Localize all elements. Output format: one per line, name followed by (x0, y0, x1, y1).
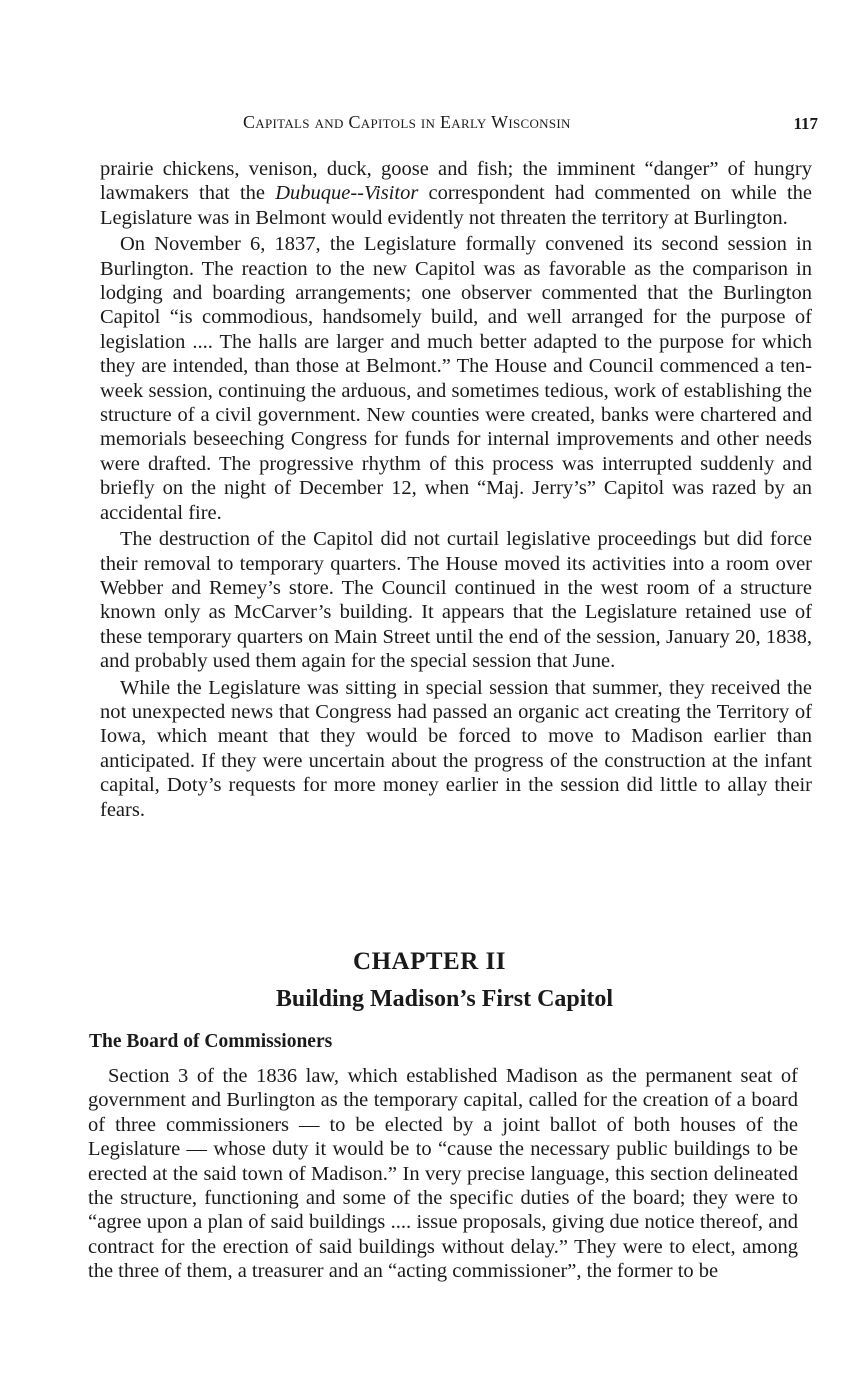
chapter-label: CHAPTER II (353, 948, 506, 975)
paragraph-3: The destruction of the Capitol did not curtail legislative proceedings but did force their removal to temporary quarters. The House moved its activities into a room over Webber and Remey’s store. The Council continued in the west room of a structure known only as McCarver’s building. It appears that the Legislature retained use of these temporary quarters on Main Street until the end of the session, January 20, 1838, and probably used them again for the special session that June. (100, 528, 812, 673)
paragraph-1-start: prairie chickens, venison, duck, goose and fish; the imminent “danger” of hungry lawmakers that the (100, 158, 812, 205)
page-number: 117 (793, 114, 818, 133)
chapter-title: Building Madison’s First Capitol (275, 986, 614, 1012)
section-body (88, 1064, 798, 1284)
section-paragraph-1: Section 3 of the 1836 law, which established Madison as the permanent seat of government and Burlington as the temporary capital, called for the creation of a board of three commissioners — to be elected by a joint ballot of both houses of the Legislature — whose duty it would be to “cause the necessary public buildings to be erected at the said town of Madison.” In very precise language, this section delineated the structure, functioning and some of the specific duties of the board; they were to “agree upon a plan of said buildings .... issue proposals, giving due notice thereof, and contract for the erection of said buildings without delay.” They were to elect, among the three of them, a treasurer and an “acting commissioner”, the former to be (88, 1065, 798, 1283)
running-header (100, 112, 818, 140)
body-text (100, 157, 812, 824)
paragraph-1-end: correspondent had commented on while the Legislature was in Belmont would evidently not threaten the territory at Burlington. (100, 182, 812, 229)
newspaper-title: Dubuque--Visitor (275, 182, 419, 205)
paragraph-4: While the Legislature was sitting in special session that summer, they received the not unexpected news that Congress had passed an organic act creating the Territory of Iowa, which meant that they would be forced to move to Madison earlier than anticipated. If they were uncertain about the progress of the construction at the infant capital, Doty’s requests for more money earlier in the session did little to allay their fears. (100, 676, 812, 821)
section-heading: The Board of Commissioners (89, 1031, 333, 1052)
paragraph-1 (100, 157, 812, 230)
paragraph-2: On November 6, 1837, the Legislature formally convened its second session in Burlington. The reaction to the new Capitol was as favorable as the comparison in lodging and boarding arrangements; one observer commented that the Burlington Capitol “is commodious, handsomely build, and well arranged for the purpose of legislation .... The halls are larger and much better adapted to the purpose for which they are intended, than those at Belmont.” The House and Council commenced a ten-week session, continuing the arduous, and sometimes tedious, work of establishing the structure of a civil government. New counties were created, banks were chartered and memorials beseeching Congress for funds for internal improvements and other needs were drafted. The progressive rhythm of this process was interrupted suddenly and briefly on the night of December 12, when “Maj. Jerry’s” Capitol was razed by an accidental fire. (100, 233, 812, 524)
running-title: Capitals and Capitols in Early Wisconsin (243, 112, 571, 132)
